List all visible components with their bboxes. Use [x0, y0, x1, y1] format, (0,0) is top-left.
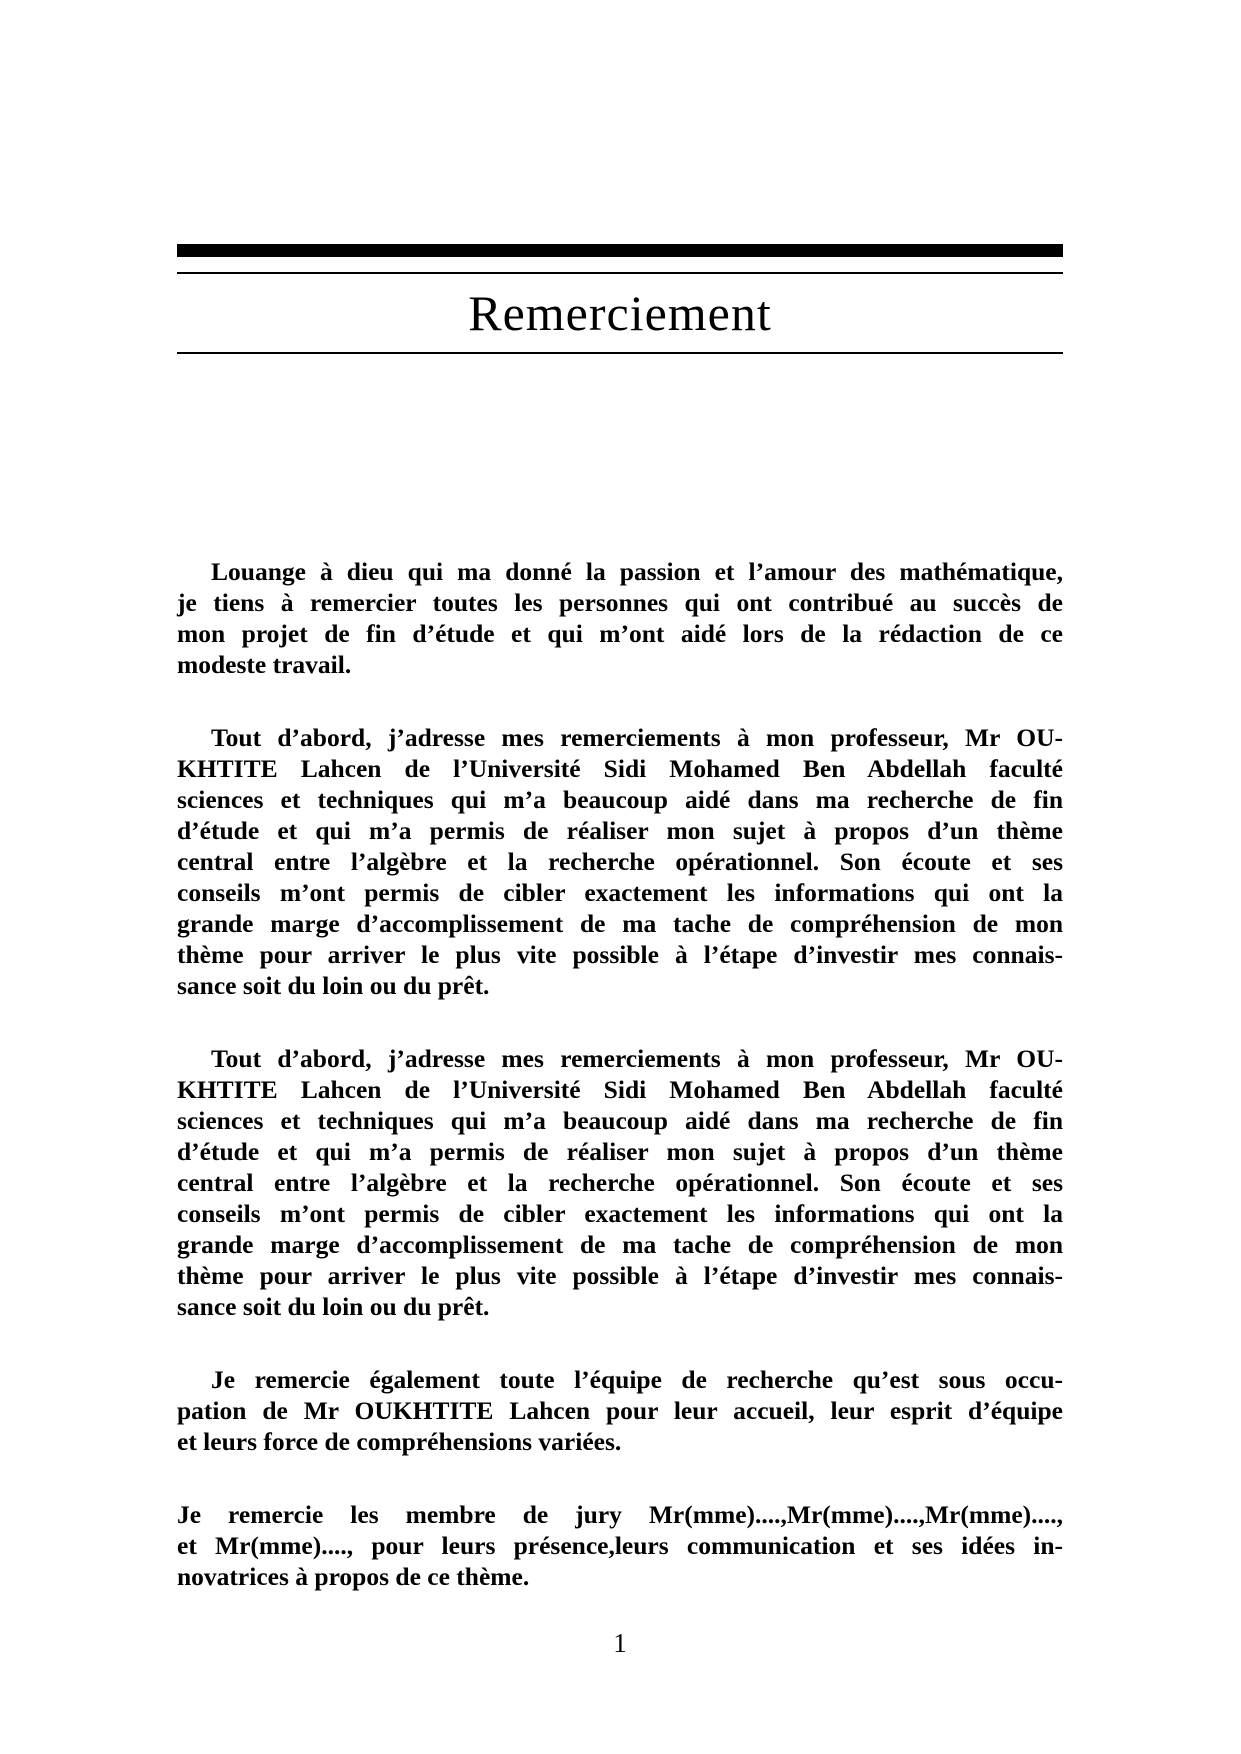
paragraph-line: sance soit du loin ou du prêt. [177, 971, 490, 1000]
paragraph-line: central entre l’algèbre et la recherche opérationnel. Son écoute et ses [177, 847, 1063, 876]
paragraph-line: sciences et techniques qui m’a beaucoup aidé dans ma recherche de fin [177, 1106, 1063, 1135]
paragraph-line: KHTITE Lahcen de l’Université Sidi Mohamed Ben Abdellah faculté [177, 754, 1063, 783]
paragraph-line: Tout d’abord, j’adresse mes remerciements à mon professeur, Mr OU- [211, 1044, 1063, 1073]
paragraph-line: et leurs force de compréhensions variées. [177, 1427, 622, 1456]
paragraph-line: d’étude et qui m’a permis de réaliser mon sujet à propos d’un thème [177, 1137, 1063, 1166]
paragraph [177, 1499, 1063, 1592]
header-rule-thick [177, 244, 1063, 257]
paragraph-line: KHTITE Lahcen de l’Université Sidi Mohamed Ben Abdellah faculté [177, 1075, 1063, 1104]
paragraph [177, 1364, 1063, 1457]
paragraph [177, 722, 1063, 1001]
paragraph [177, 1043, 1063, 1322]
paragraph-line: thème pour arriver le plus vite possible à l’étape d’investir mes connais- [177, 940, 1063, 969]
paragraph-line: grande marge d’accomplissement de ma tache de compréhension de mon [177, 1230, 1063, 1259]
paragraph-line: grande marge d’accomplissement de ma tache de compréhension de mon [177, 909, 1063, 938]
paragraph-line: Je remercie les membre de jury Mr(mme)....,Mr(mme)....,Mr(mme)...., [177, 1500, 1063, 1529]
paragraph-line: sance soit du loin ou du prêt. [177, 1292, 490, 1321]
paragraph-line: Je remercie également toute l’équipe de recherche qu’est sous occu- [211, 1365, 1063, 1394]
paragraph-line: Tout d’abord, j’adresse mes remerciements à mon professeur, Mr OU- [211, 723, 1063, 752]
paragraph-line: mon projet de fin d’étude et qui m’ont aidé lors de la rédaction de ce [177, 619, 1063, 648]
paragraph-line: et Mr(mme)...., pour leurs présence,leurs communication et ses idées in- [177, 1531, 1063, 1560]
body-paragraphs [177, 556, 1063, 1592]
paragraph-line: je tiens à remercier toutes les personnes qui ont contribué au succès de [177, 588, 1063, 617]
paragraph-line: modeste travail. [177, 650, 352, 679]
paragraph-line: pation de Mr OUKHTITE Lahcen pour leur accueil, leur esprit d’équipe [177, 1396, 1063, 1425]
paragraph-line: Louange à dieu qui ma donné la passion et l’amour des mathématique, [211, 557, 1063, 586]
paragraph [177, 556, 1063, 680]
text-block [177, 0, 1063, 1754]
paragraph-line: central entre l’algèbre et la recherche opérationnel. Son écoute et ses [177, 1168, 1063, 1197]
header-rule-thin-bottom [177, 352, 1063, 354]
paragraph-line: novatrices à propos de ce thème. [177, 1562, 530, 1591]
paragraph-line: conseils m’ont permis de cibler exactement les informations qui ont la [177, 878, 1063, 907]
chapter-title: Remerciement [468, 285, 772, 341]
paragraph-line: d’étude et qui m’a permis de réaliser mon sujet à propos d’un thème [177, 816, 1063, 845]
paragraph-line: conseils m’ont permis de cibler exactement les informations qui ont la [177, 1199, 1063, 1228]
page-number: 1 [613, 1628, 627, 1658]
paragraph-line: sciences et techniques qui m’a beaucoup aidé dans ma recherche de fin [177, 785, 1063, 814]
paragraph-line: thème pour arriver le plus vite possible à l’étape d’investir mes connais- [177, 1261, 1063, 1290]
